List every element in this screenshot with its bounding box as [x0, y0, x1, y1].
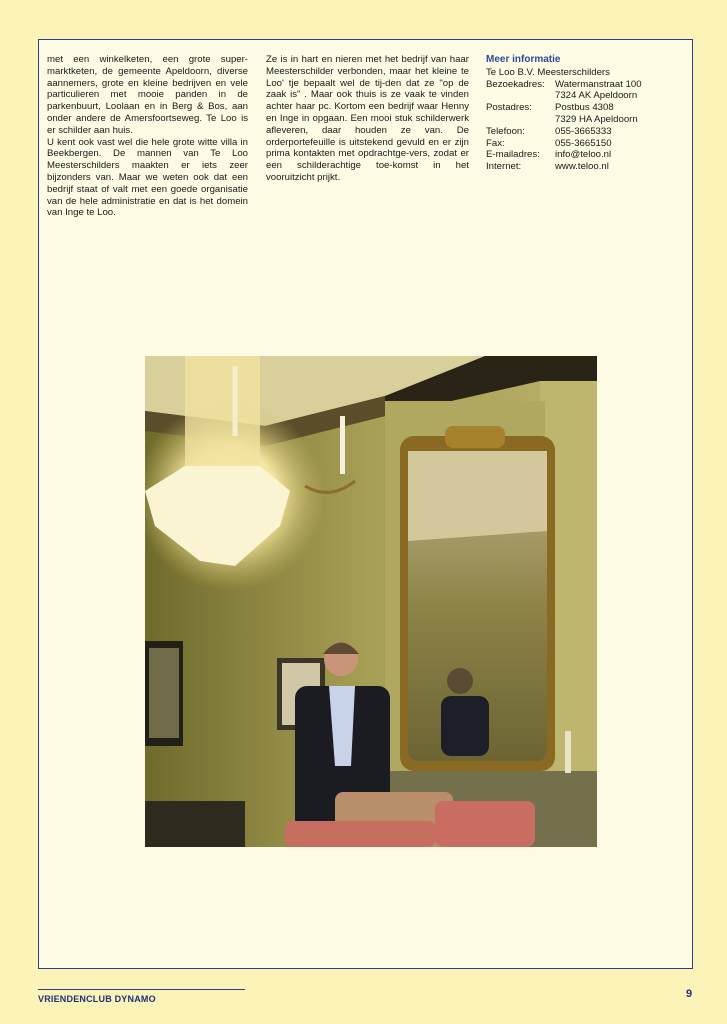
info-label: E-mailadres: [486, 149, 540, 161]
info-box [486, 54, 686, 173]
info-label [486, 114, 555, 126]
info-company: Te Loo B.V. Meesterschilders [486, 66, 610, 78]
info-row [486, 138, 686, 150]
info-row [486, 161, 686, 173]
text-column-2 [266, 54, 469, 184]
info-value: info@teloo.nl [555, 149, 612, 161]
column1-paragraph-2: U kent ook vast wel die hele grote witte villa in Beekbergen. De mannen van Te Loo Meesterschilders maakten er iets zeer bijzonders van. Maar we weten ook dat een bedrijf staat of valt met een goede organisatie van de hele administratie en dat is het domein van Inge te Loo. [47, 136, 248, 219]
info-row [486, 149, 686, 161]
footer-title: VRIENDENCLUB DYNAMO [38, 994, 156, 1004]
text-column-1 [47, 54, 248, 219]
info-value: 055-3665333 [555, 125, 612, 137]
page-number: 9 [686, 988, 693, 1000]
column2-paragraph-1: Ze is in hart en nieren met het bedrijf van haar Meesterschilder verbonden, maar het kleine te Loo' tje bepaalt wel de tij-den dat ze "op de zaak is" . Maar ook thuis is ze vaak te vinden achter haar pc. Kortom een bedrijf waar Henny en Inge in opgaan. Een mooi stuk schilderwerk afleveren, daar houden ze van. De orderportefeuille is uitstekend gevuld en er zijn prima kontakten met opdrachtge-vers, zodat er een schilderachtige toe-komst in het vooruitzicht prijkt. [266, 54, 469, 183]
interior-photo [145, 356, 597, 847]
info-value: 7329 HA Apeldoorn [555, 113, 638, 125]
info-row [486, 114, 686, 126]
info-row [486, 126, 686, 138]
info-label [486, 90, 555, 102]
info-row [486, 79, 686, 91]
info-label: Bezoekadres: [486, 78, 545, 90]
info-value: Postbus 4308 [555, 102, 614, 114]
info-label: Postadres: [486, 102, 532, 114]
info-title: Meer informatie [486, 54, 561, 65]
info-value: 055-3665150 [555, 137, 612, 149]
info-value: 7324 AK Apeldoorn [555, 90, 638, 102]
info-label: Telefoon: [486, 125, 525, 137]
info-label: Fax: [486, 137, 505, 149]
info-value: www.teloo.nl [555, 161, 609, 173]
info-value: Watermanstraat 100 [555, 78, 642, 90]
info-label: Internet: [486, 161, 522, 173]
footer-divider [38, 989, 245, 990]
info-row [486, 90, 686, 102]
column1-paragraph-1: met een winkelketen, een grote super-marktketen, de gemeente Apeldoorn, diverse aannemers, grote en kleine bedrijven en vele particulieren met mooie panden in de parkenbuurt, Loolaan en in Berg & Bos, aan onder andere de Amersfoortseweg. Te Loo is er schilder aan huis. [47, 54, 248, 136]
info-row [486, 102, 686, 114]
